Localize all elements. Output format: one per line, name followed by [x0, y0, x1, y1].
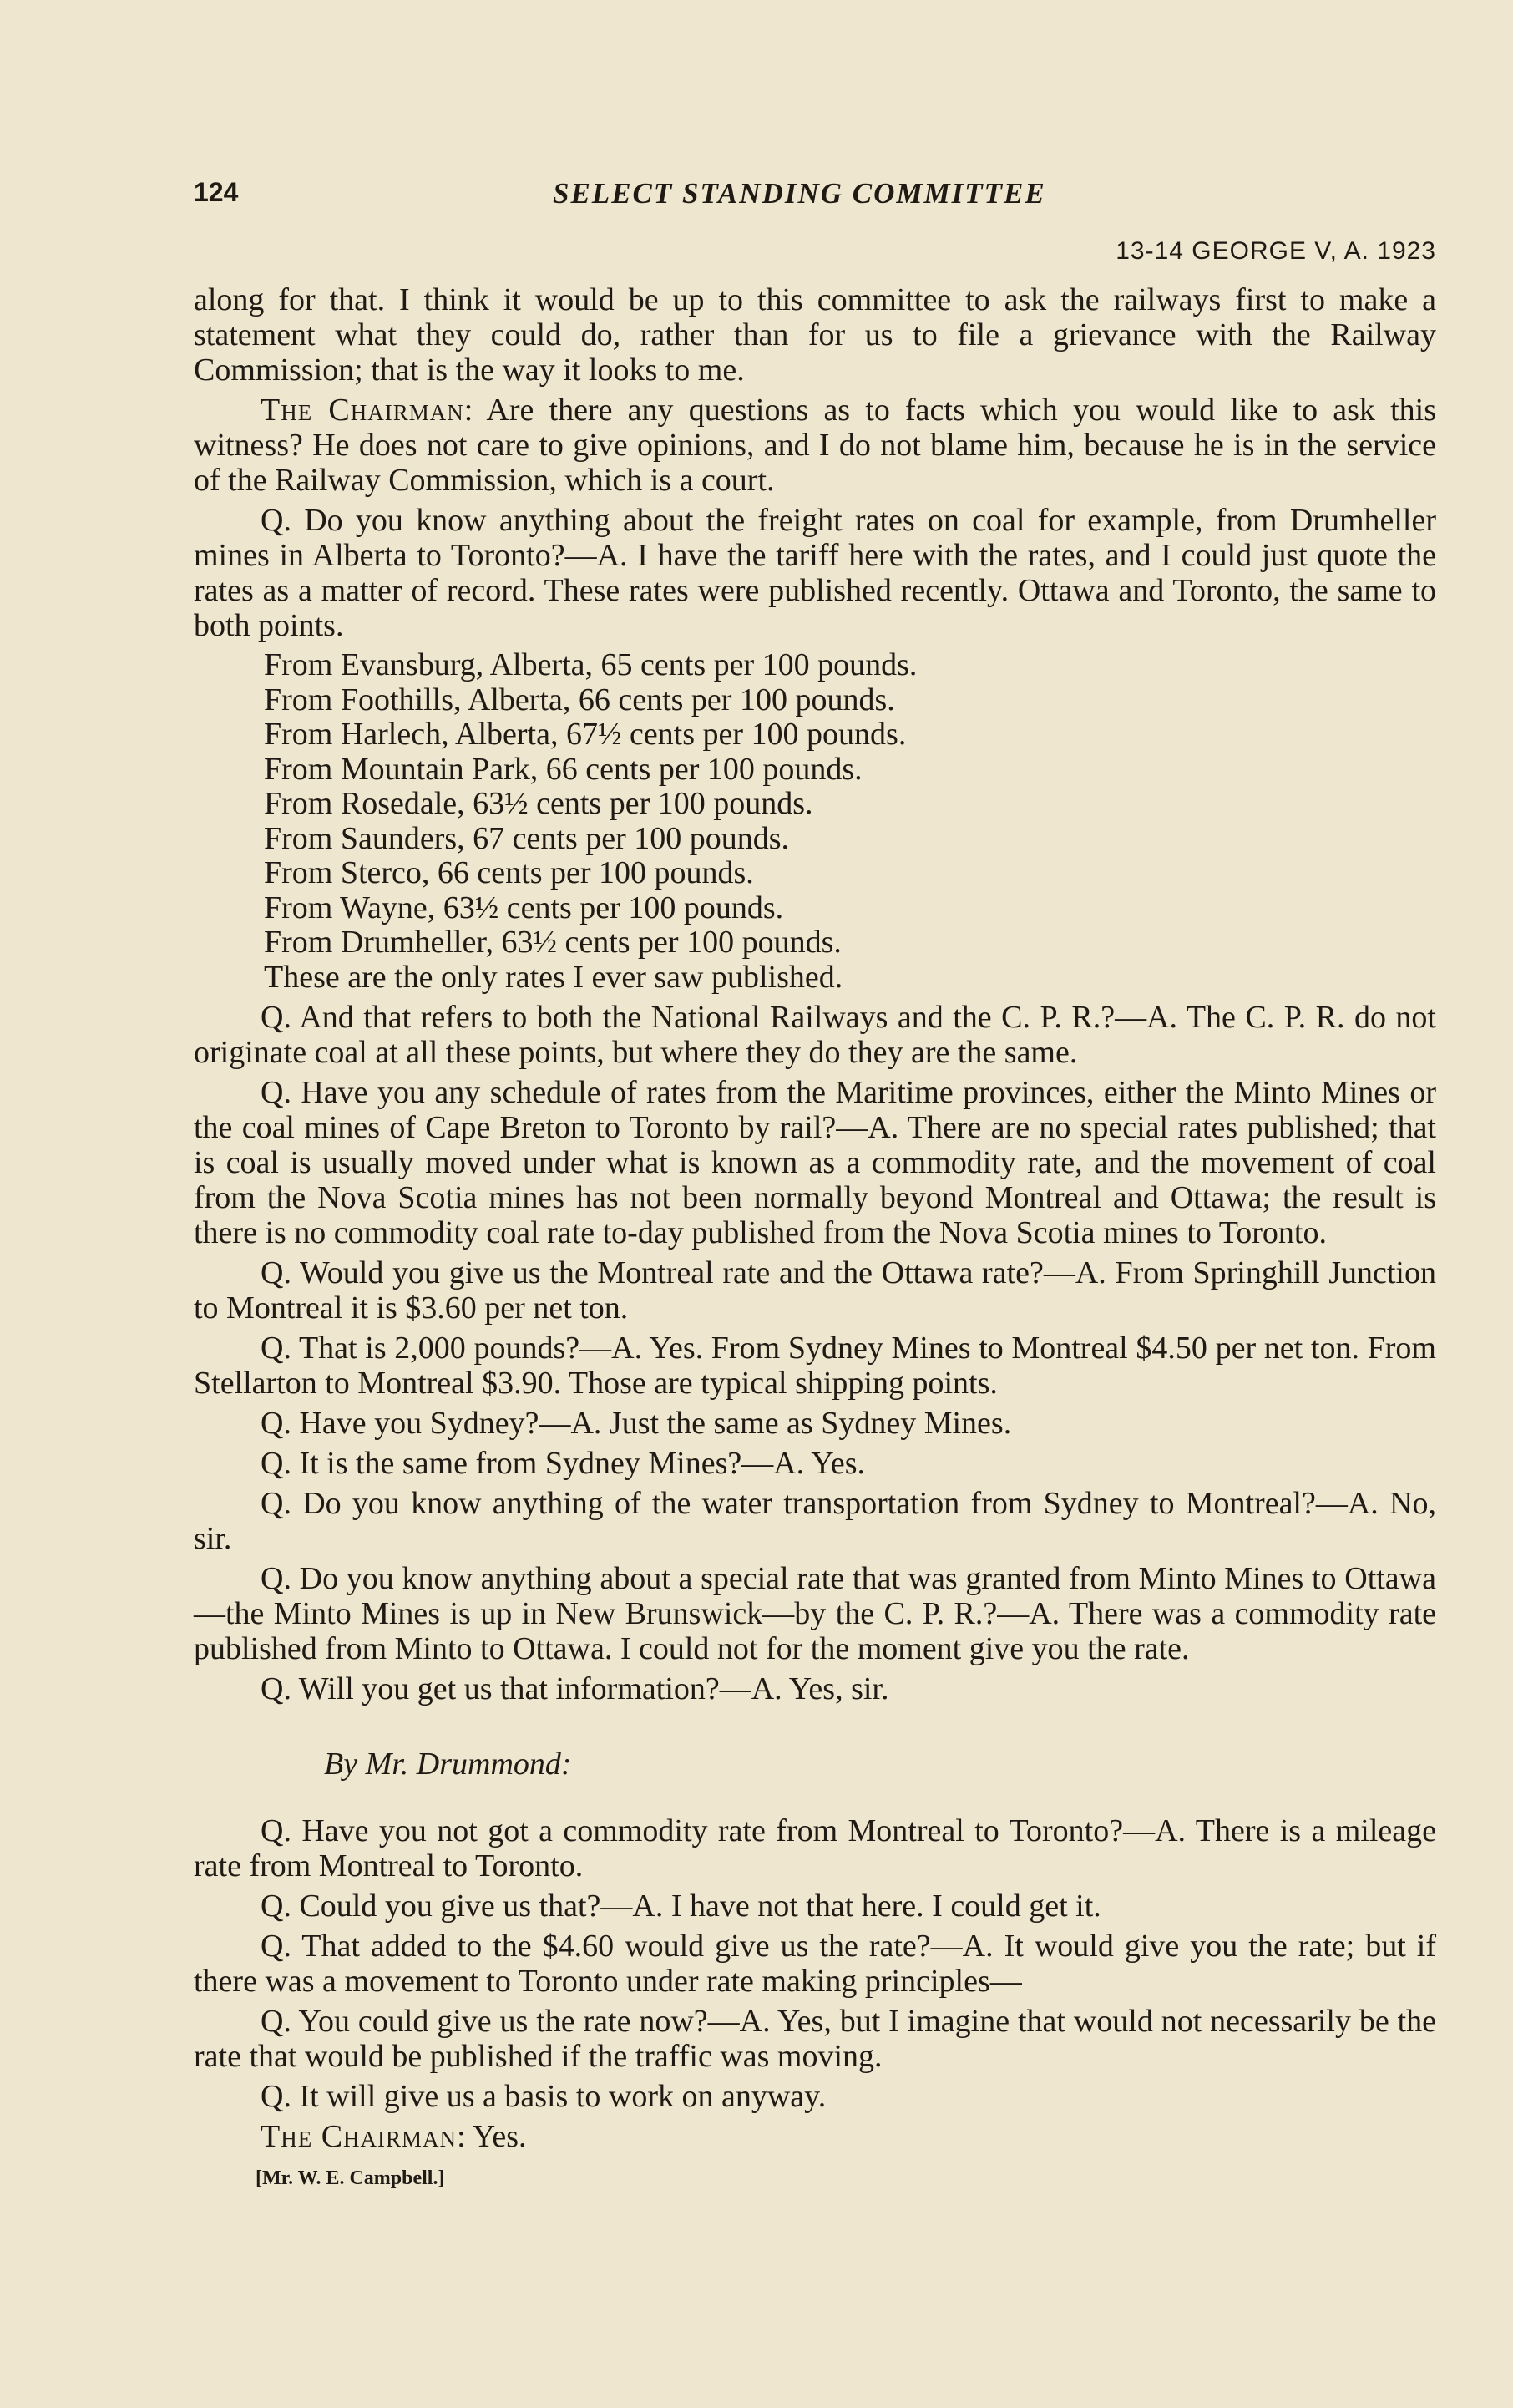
- rate-line: From Evansburg, Alberta, 65 cents per 100 pounds.: [264, 647, 918, 682]
- paragraph: Q. Do you know anything about the freight rates on coal for example, from Drumheller mines in Alberta to Toronto?—A. I have the tariff here with the rates, and I could just quote the rates as a matter of record. These rates were published recently. Ottawa and Toronto, the same to both points.: [194, 503, 1436, 643]
- page-header: [194, 177, 1436, 217]
- speaker-name: The Chairman: [261, 2119, 458, 2154]
- qa-paragraph: Q. That is 2,000 pounds?—A. Yes. From Sydney Mines to Montreal $4.50 per net ton. From Stellarton to Montreal $3.90. Those are typical shipping points.: [194, 1331, 1436, 1401]
- qa-paragraph: Q. You could give us the rate now?—A. Yes, but I imagine that would not necessarily be the rate that would be published if the traffic was moving.: [194, 2004, 1436, 2074]
- rate-line: From Wayne, 63½ cents per 100 pounds.: [264, 890, 784, 925]
- closing-paragraph: [194, 2119, 1436, 2154]
- rate-line: From Harlech, Alberta, 67½ cents per 100 pounds.: [264, 717, 907, 752]
- rate-line: From Rosedale, 63½ cents per 100 pounds.: [264, 786, 813, 821]
- qa-paragraph: Q. Do you know anything of the water transportation from Sydney to Montreal?—A. No, sir.: [194, 1486, 1436, 1556]
- speaker-text: : Are there any questions as to facts which you would like to ask this witness? He does not care to give opinions, and I do not blame him, because he is in the service of the Railway Commission, which is a court.: [194, 393, 1436, 498]
- qa-paragraph: Q. Would you give us the Montreal rate and the Ottawa rate?—A. From Springhill Junction to Montreal it is $3.60 per net ton.: [194, 1255, 1436, 1326]
- rate-line: From Sterco, 66 cents per 100 pounds.: [264, 855, 754, 890]
- qa-paragraph: Q. And that refers to both the National Railways and the C. P. R.?—A. The C. P. R. do not originate coal at all these points, but where they do they are the same.: [194, 1000, 1436, 1070]
- paragraph: [194, 393, 1436, 498]
- qa-paragraph: Q. Have you any schedule of rates from the Maritime provinces, either the Minto Mines or the coal mines of Cape Breton to Toronto by rail?—A. There are no special rates published; that is coal is usually moved under what is known as a commodity rate, and the movement of coal from the Nova Scotia mines has not been normally beyond Montreal and Ottawa; the result is there is no commodity coal rate to-day published from the Nova Scotia mines to Toronto.: [194, 1075, 1436, 1250]
- running-title: SELECT STANDING COMMITTEE: [553, 177, 1046, 210]
- qa-paragraph: Q. It will give us a basis to work on anyway.: [261, 2079, 827, 2114]
- rate-line: From Drumheller, 63½ cents per 100 pounds.: [264, 925, 842, 960]
- qa-paragraph: Q. It is the same from Sydney Mines?—A. Yes.: [261, 1446, 866, 1481]
- rate-line: From Foothills, Alberta, 66 cents per 100 pounds.: [264, 682, 895, 717]
- qa-paragraph: Q. Do you know anything about a special rate that was granted from Minto Mines to Ottawa—the Minto Mines is up in New Brunswick—by the C. P. R.?—A. There was a commodity rate published from Minto to Ottawa. I could not for the moment give you the rate.: [194, 1561, 1436, 1666]
- qa-paragraph: Q. Could you give us that?—A. I have not that here. I could get it.: [261, 1888, 1101, 1924]
- rate-line: From Saunders, 67 cents per 100 pounds.: [264, 820, 790, 856]
- byline: By Mr. Drummond:: [324, 1746, 572, 1782]
- qa-paragraph: Q. That added to the $4.60 would give us the rate?—A. It would give you the rate; but if there was a movement to Toronto under rate making principles—: [194, 1929, 1436, 1999]
- footer-reference: [Mr. W. E. Campbell.]: [256, 2167, 445, 2189]
- page-number: 124: [194, 177, 239, 207]
- session-reference: 13-14 GEORGE V, A. 1923: [1116, 237, 1436, 265]
- paragraph: along for that. I think it would be up to this committee to ask the railways first to make a statement what they could do, rather than for us to file a grievance with the Railway Commission; that is the way it looks to me.: [194, 282, 1436, 388]
- rate-line: These are the only rates I ever saw published.: [264, 959, 843, 995]
- rate-line: From Mountain Park, 66 cents per 100 pounds.: [264, 751, 863, 787]
- qa-paragraph: Q. Have you not got a commodity rate from Montreal to Toronto?—A. There is a mileage rate from Montreal to Toronto.: [194, 1813, 1436, 1883]
- qa-paragraph: Q. Will you get us that information?—A. Yes, sir.: [261, 1671, 889, 1706]
- speaker-name: The Chairman: [261, 393, 464, 428]
- qa-paragraph: Q. Have you Sydney?—A. Just the same as Sydney Mines.: [261, 1406, 1012, 1441]
- body-text: [194, 282, 1436, 2201]
- speaker-text: : Yes.: [457, 2119, 527, 2154]
